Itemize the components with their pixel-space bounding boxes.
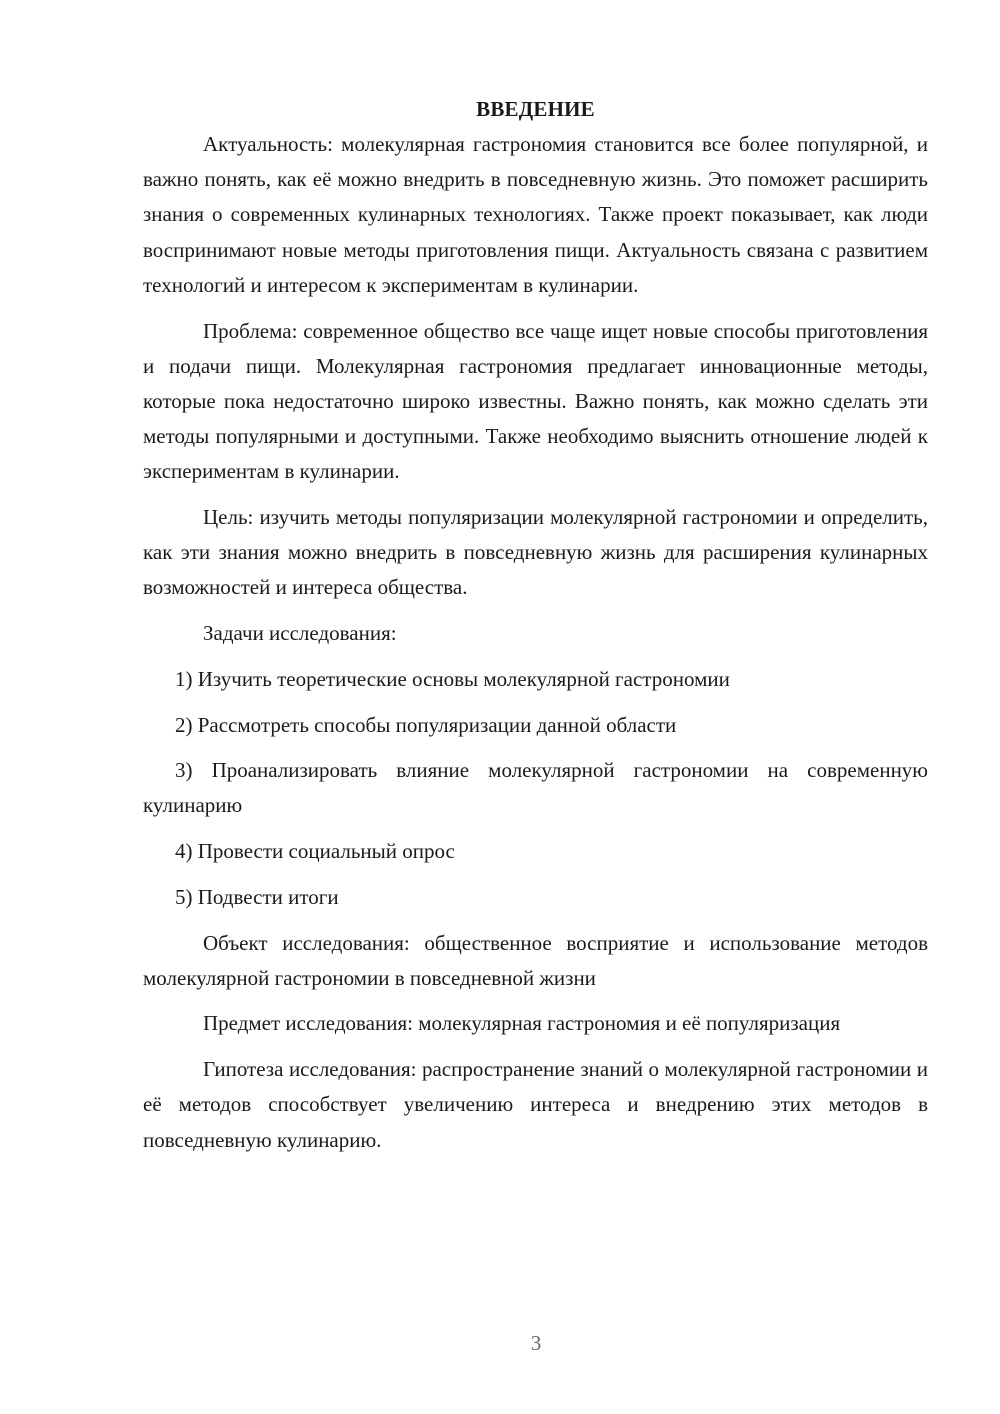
task-item-2: 2) Рассмотреть способы популяризации данной области: [175, 712, 677, 737]
page-title: ВВЕДЕНИЕ: [476, 97, 595, 121]
paragraph-goal: Цель: изучить методы популяризации молекулярной гастрономии и определить, как эти знания можно внедрить в повседневную жизнь для расширения кулинарных возможностей и интереса общества.: [143, 505, 928, 600]
paragraph-object: Объект исследования: общественное восприятие и использование методов молекулярной гастрономии в повседневной жизни: [143, 930, 928, 990]
page-number: 3: [530, 1331, 542, 1355]
paragraph-relevance: Актуальность: молекулярная гастрономия становится все более популярной, и важно понять, как её можно внедрить в повседневную жизнь. Это поможет расширить знания о современных кулинарных технологиях. Также проект показывает, как люди воспринимают новые методы приготовления пищи. Актуальность связана с развитием технологий и интересом к экспериментам в кулинарии.: [143, 132, 928, 297]
task-item-1: 1) Изучить теоретические основы молекулярной гастрономии: [175, 666, 730, 691]
paragraph-subject: Предмет исследования: молекулярная гастрономия и её популяризация: [203, 1011, 841, 1036]
paragraph-problem: Проблема: современное общество все чаще ищет новые способы приготовления и подачи пищи. Молекулярная гастрономия предлагает инновационные методы, которые пока недостаточно широко известны. Важно понять, как можно сделать эти методы популярными и доступными. Также необходимо выяснить отношение людей к экспериментам в кулинарии.: [143, 318, 928, 484]
task-item-3: 3) Проанализировать влияние молекулярной гастрономии на современную кулинарию: [143, 758, 928, 818]
task-item-5: 5) Подвести итоги: [175, 884, 339, 909]
paragraph-hypothesis: Гипотеза исследования: распространение знаний о молекулярной гастрономии и её методов способствует увеличению интереса и внедрению этих методов в повседневную кулинарию.: [143, 1057, 928, 1152]
document-page: [143, 92, 928, 1168]
task-item-4: 4) Провести социальный опрос: [175, 839, 455, 864]
paragraph-tasks-heading: Задачи исследования:: [203, 621, 397, 646]
